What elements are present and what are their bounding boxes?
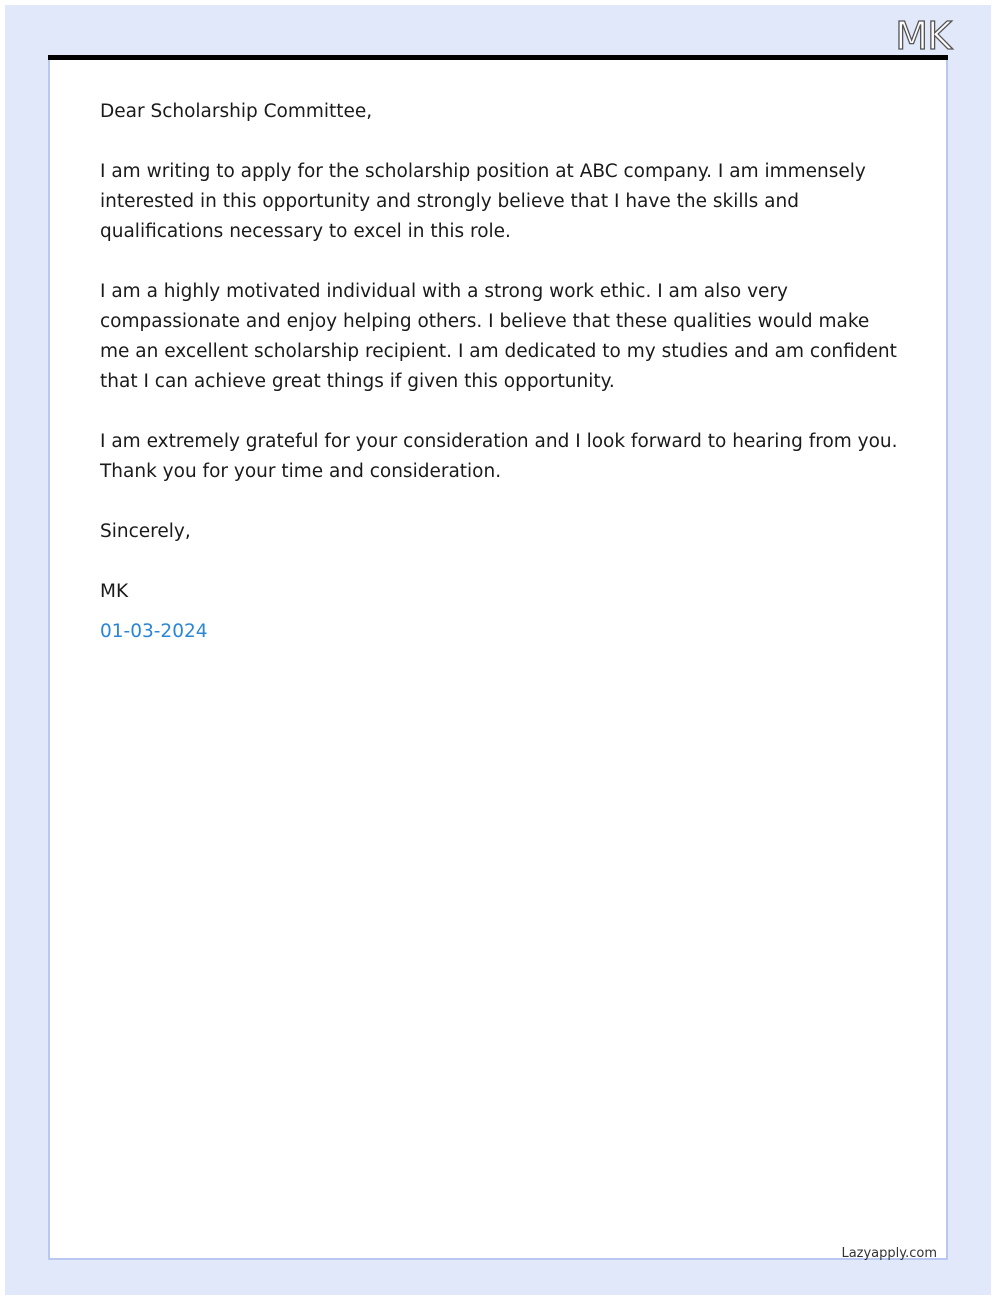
paragraph-1: I am writing to apply for the scholarship position at ABC company. I am immensely interested in this opportunity and strongly believe that I have the skills and qualifications necessary to excel in this role.: [100, 161, 866, 242]
paragraph-3: I am extremely grateful for your consideration and I look forward to hearing from you. Thank you for your time and consideration.: [100, 431, 898, 482]
closing: Sincerely,: [100, 521, 191, 542]
monogram-logo: MK: [895, 14, 951, 58]
salutation: Dear Scholarship Committee,: [100, 101, 373, 122]
header-rule: [48, 55, 948, 60]
letter-body: [100, 97, 900, 647]
footer-watermark: Lazyapply.com: [841, 1246, 937, 1261]
letter-date: 01-03-2024: [100, 621, 208, 642]
signature-name: MK: [100, 581, 129, 602]
paragraph-2: I am a highly motivated individual with a strong work ethic. I am also very compassionate and enjoy helping others. I believe that these qualities would make me an excellent scholarship recipient. I am dedicated to my studies and am confident that I can achieve great things if given this opportunity.: [100, 281, 897, 392]
